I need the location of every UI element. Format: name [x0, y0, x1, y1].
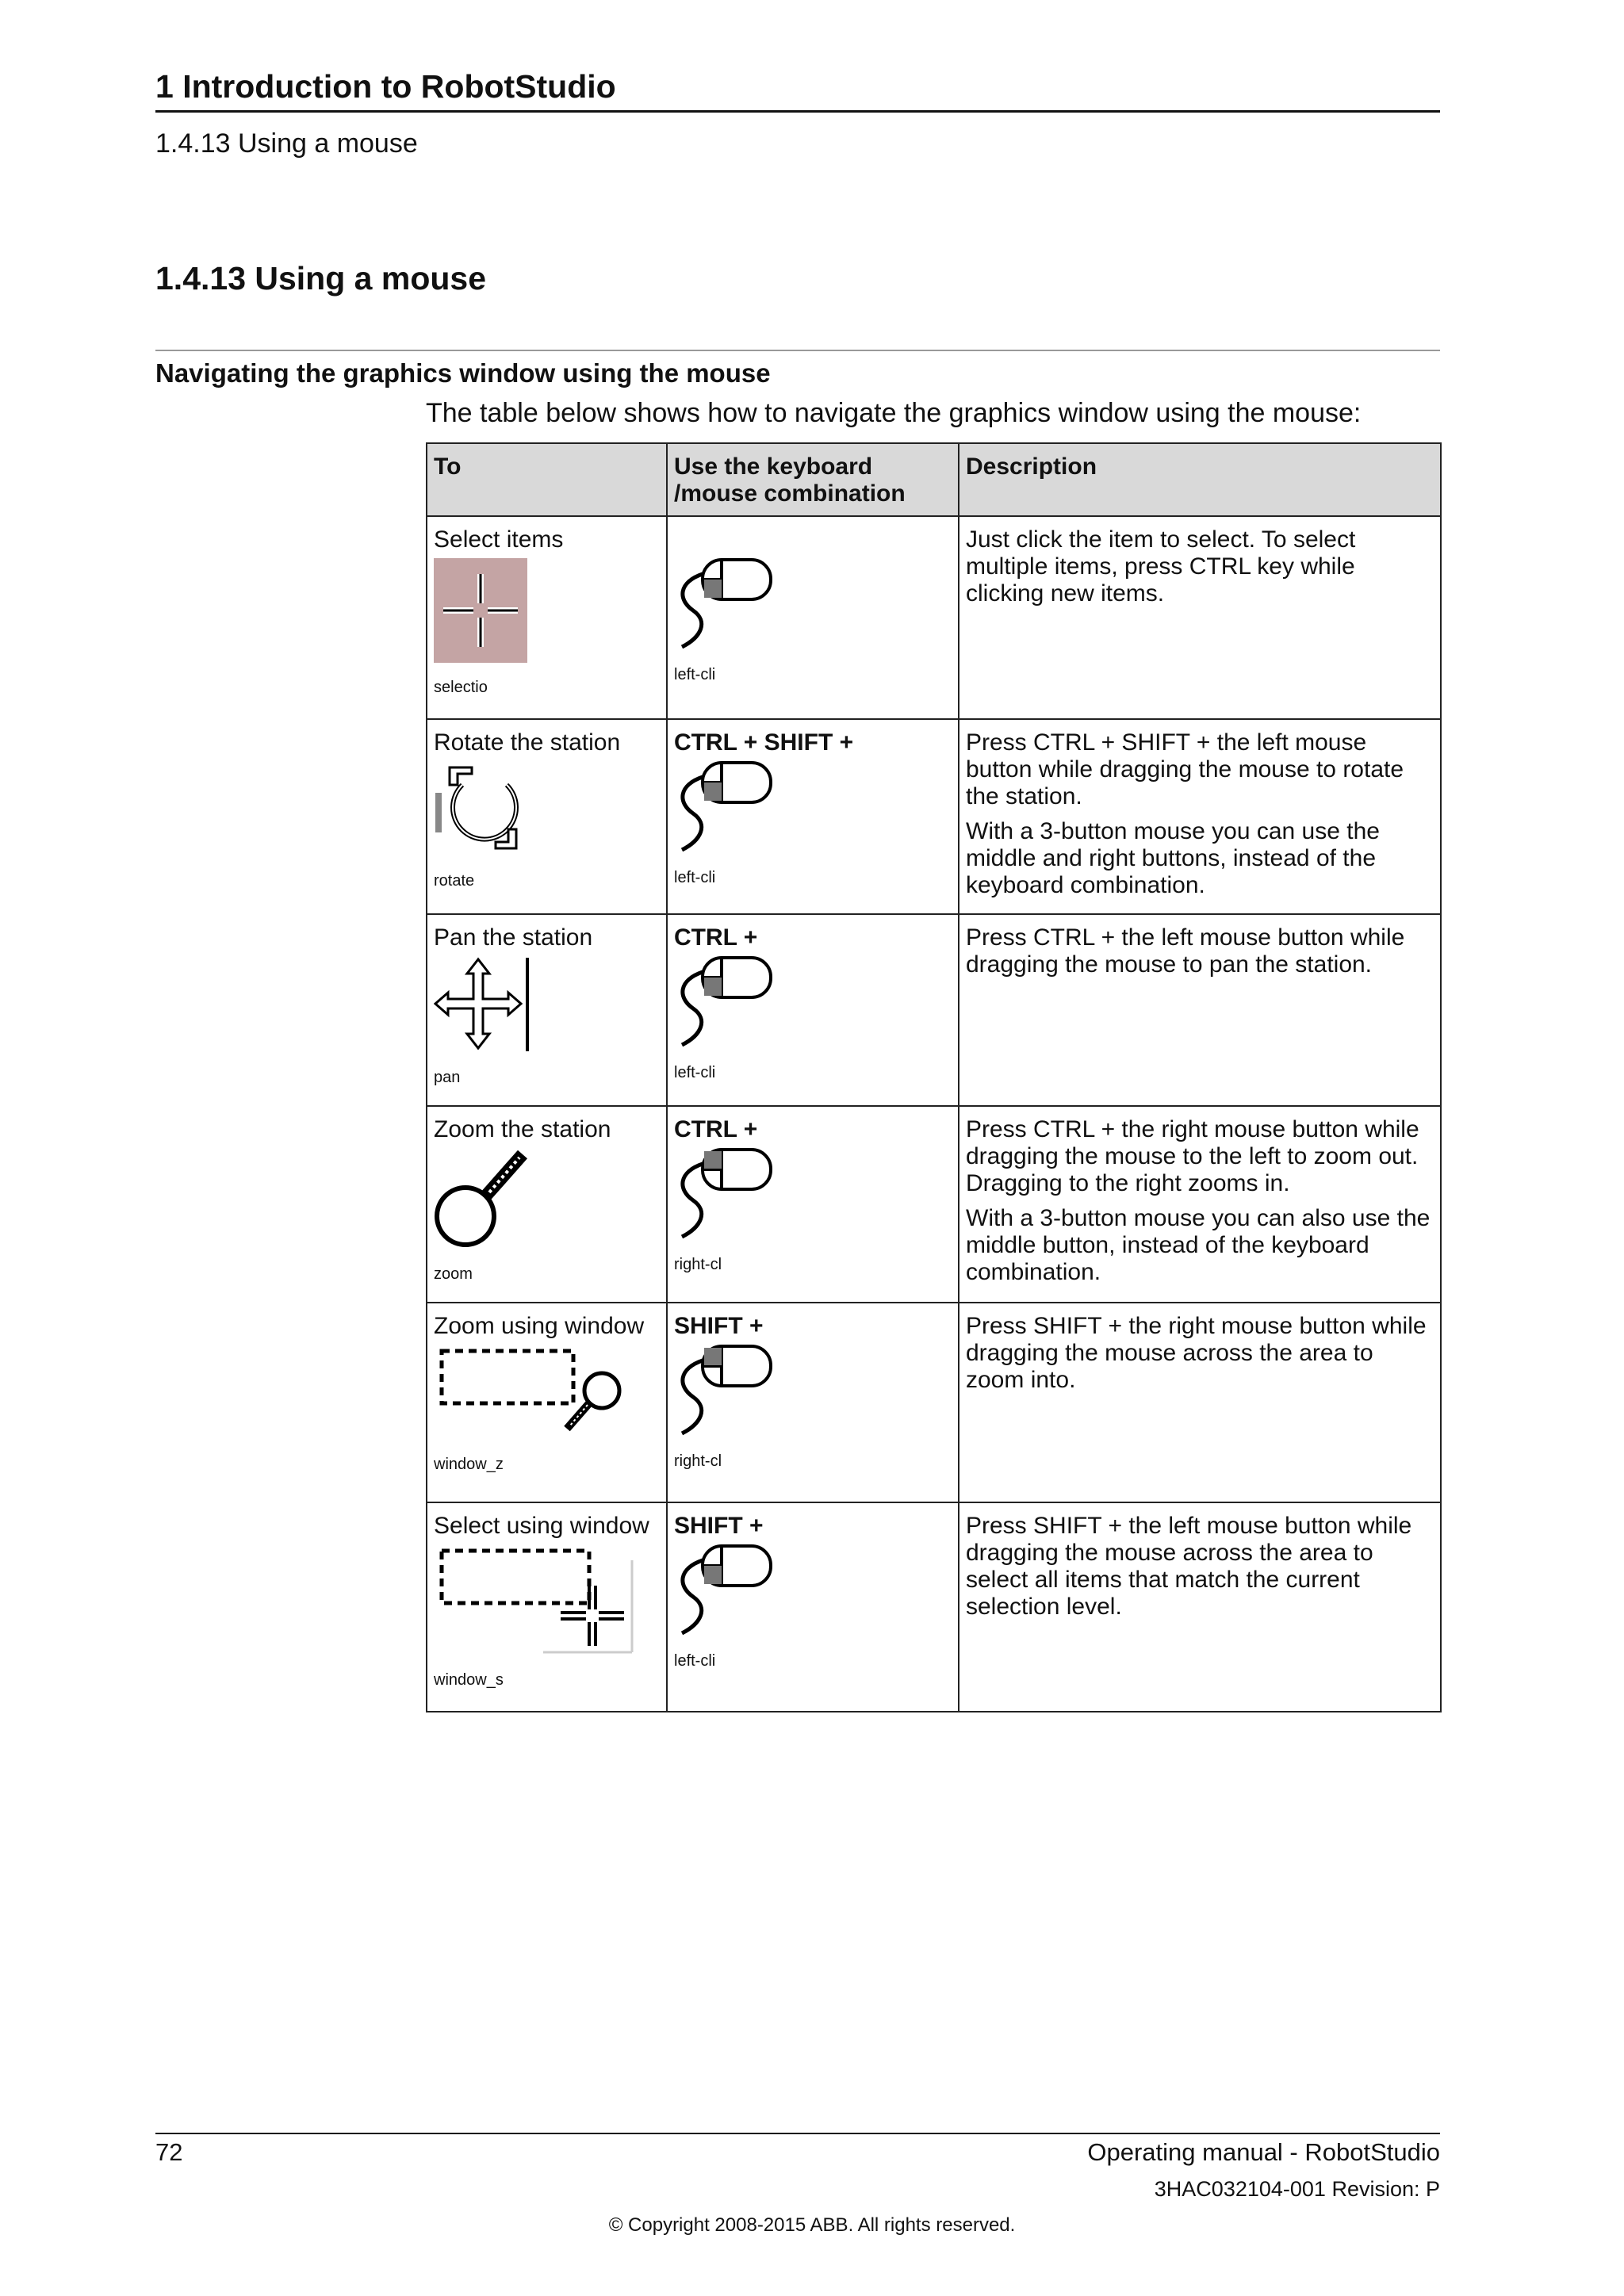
subsection-divider [155, 350, 1440, 351]
description-cell [959, 516, 1441, 719]
action-label: Select items [434, 526, 564, 553]
rotate-cursor-icon [434, 761, 660, 863]
description-cell [959, 1303, 1441, 1502]
icon-caption: selectio [434, 679, 488, 696]
description-cell [959, 914, 1441, 1106]
table-header-row [427, 443, 1441, 516]
action-cell [427, 1303, 667, 1502]
description-cell [959, 1106, 1441, 1303]
combination-cell [667, 1106, 959, 1303]
pan-cursor-icon [434, 956, 660, 1059]
key-combination: SHIFT + [674, 1313, 764, 1339]
mouse-caption: right-cl [674, 1452, 722, 1470]
icon-caption: window_z [434, 1456, 504, 1473]
description-text: Press CTRL + the right mouse button while dragging the mouse to the left to zoom out. Dragging to the right zooms in. [966, 1116, 1419, 1196]
combination-cell [667, 516, 959, 719]
action-label: Zoom the station [434, 1116, 611, 1142]
combination-cell [667, 914, 959, 1106]
description-text: Press SHIFT + the right mouse button while dragging the mouse across the area to zoom into. [966, 1313, 1427, 1393]
mouse-caption: left-cli [674, 1064, 716, 1081]
zoom-cursor-icon [434, 1148, 660, 1256]
description-text: Just click the item to select. To select multiple items, press CTRL key while clicking new items. [966, 526, 1356, 607]
action-label: Rotate the station [434, 729, 621, 756]
action-cell [427, 914, 667, 1106]
mouse-caption: left-cli [674, 1652, 716, 1670]
mouse-caption: left-cli [674, 666, 716, 683]
section-title: 1.4.13 Using a mouse [155, 260, 487, 297]
action-cell [427, 719, 667, 914]
copyright-notice: © Copyright 2008-2015 ABB. All rights reserved. [608, 2214, 1016, 2236]
running-head: 1.4.13 Using a mouse [155, 128, 418, 159]
right-click-mouse-icon [674, 1345, 952, 1443]
action-label: Select using window [434, 1513, 649, 1539]
footer-divider [155, 2133, 1440, 2134]
description-text: Press SHIFT + the left mouse button while dragging the mouse across the area to select all items that match the current selection level. [966, 1513, 1412, 1620]
key-combination: CTRL + SHIFT + [674, 729, 854, 756]
description-cell [959, 1502, 1441, 1712]
action-label: Zoom using window [434, 1313, 645, 1339]
mouse-navigation-table [426, 442, 1442, 1712]
table-row [427, 1502, 1441, 1712]
description-text: With a 3-button mouse you can use the middle and right buttons, instead of the keyboard combination. [966, 818, 1380, 898]
description-text: Press CTRL + the left mouse button while dragging the mouse to pan the station. [966, 924, 1405, 978]
table-row [427, 719, 1441, 914]
action-cell [427, 1106, 667, 1303]
action-cell [427, 1502, 667, 1712]
select-cursor-icon [434, 558, 660, 669]
header-combination: Use the keyboard /mouse combination [667, 443, 959, 516]
table-row [427, 1303, 1441, 1502]
chapter-title: 1 Introduction to RobotStudio [155, 68, 616, 105]
action-label: Pan the station [434, 924, 593, 951]
intro-text: The table below shows how to navigate the graphics window using the mouse: [426, 398, 1362, 428]
key-combination [674, 526, 952, 553]
left-click-mouse-icon [674, 1544, 952, 1643]
document-id: 3HAC032104-001 Revision: P [1154, 2177, 1440, 2201]
right-click-mouse-icon [674, 1148, 952, 1246]
key-combination: CTRL + [674, 924, 758, 951]
key-combination: SHIFT + [674, 1513, 764, 1539]
manual-title: Operating manual - RobotStudio [1087, 2138, 1440, 2166]
description-text: With a 3-button mouse you can also use the middle button, instead of the keyboard combination. [966, 1205, 1431, 1285]
icon-caption: zoom [434, 1265, 473, 1283]
table-row [427, 516, 1441, 719]
left-click-mouse-icon [674, 761, 952, 859]
combination-cell [667, 719, 959, 914]
window-zoom-cursor-icon [434, 1345, 660, 1446]
description-cell [959, 719, 1441, 914]
combination-cell [667, 1502, 959, 1712]
subsection-title: Navigating the graphics window using the mouse [155, 358, 771, 388]
header-to: To [427, 443, 667, 516]
key-combination: CTRL + [674, 1116, 758, 1142]
table-row [427, 914, 1441, 1106]
left-click-mouse-icon [674, 558, 952, 656]
table-row [427, 1106, 1441, 1303]
combination-cell [667, 1303, 959, 1502]
header-description: Description [959, 443, 1441, 516]
icon-caption: window_s [434, 1671, 504, 1689]
window-select-cursor-icon [434, 1544, 660, 1662]
page-number: 72 [155, 2138, 183, 2166]
icon-caption: pan [434, 1069, 461, 1086]
left-click-mouse-icon [674, 956, 952, 1054]
chapter-divider [155, 110, 1440, 113]
icon-caption: rotate [434, 872, 475, 890]
action-cell [427, 516, 667, 719]
description-text: Press CTRL + SHIFT + the left mouse button while dragging the mouse to rotate the station. [966, 729, 1404, 809]
mouse-caption: right-cl [674, 1256, 722, 1273]
mouse-caption: left-cli [674, 869, 716, 886]
